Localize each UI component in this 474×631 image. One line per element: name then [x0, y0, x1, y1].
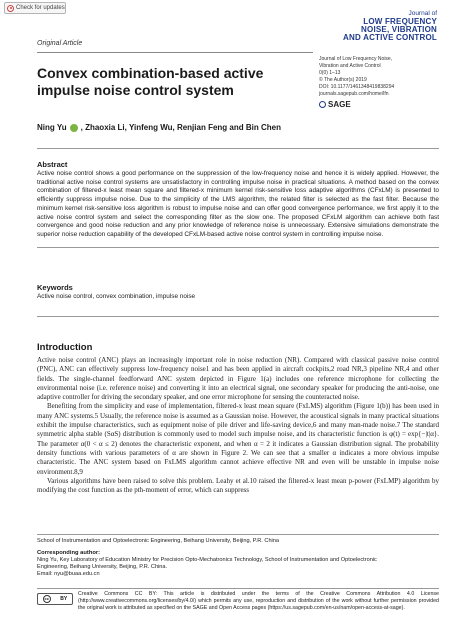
corr-email[interactable]: Email: nyu@buaa.edu.cn [37, 571, 100, 577]
meta-journal-line2: Vibration and Active Control [319, 63, 381, 69]
orcid-icon[interactable] [70, 124, 78, 132]
cc-logo-icon: cc [44, 596, 49, 601]
article-title: Convex combination-based active impulse noise control system [37, 65, 264, 98]
corresponding-author-heading: Corresponding author: [37, 550, 101, 556]
publisher-name: SAGE [328, 100, 351, 109]
meta-copyright: © The Author(s) 2019 [319, 77, 367, 83]
cc-by-badge [37, 593, 73, 605]
journal-name-line3: AND ACTIVE CONTROL [343, 33, 437, 42]
intro-paragraph-1: Active noise control (ANC) plays an increasingly important role in noise reduction (NR). Compared with classical passive noise control (PNC), ANC can effectively suppress low-frequency noise1 and has been applied in aircraft cockpits,2 road NR,3 pipeline NR,4 and other fields. The single-channel feedforward ANC system depicted in Figure 1(a) includes one reference microphone for collecting the environmental noise (i.e. reference noise) and converting it into an electrical signal, one secondary speaker for producing the anti-noise, one adaptive controller for driving the secondary speaker, and one error microphone for sensing the counteracted noise. [37, 356, 439, 402]
article-type: Original Article [37, 40, 83, 47]
abstract-text: Active noise control shows a good performance on the suppression of the low-frequency noise and hence it is widely applied. However, the traditional active noise control systems are unsatisfactory in controlling impulse noise in practical situations. A method based on the convex combination of filtered-x least mean square and filtered-x minimum kernel risk-sensitive loss adaptive algorithms (CFxLM) is presented to efficiently suppress impulse noise. Due to the simplicity of the LMS algorithm, the related filter is selected as the fast filter. Because the minimum kernel risk-sensitive loss algorithm is robust to impulse noise and can offer good convergence performance, we first apply it to the active noise control system and select the corresponding filter as the slow one. The proposed CFxLM algorithm can achieve both fast convergence and good noise reduction and any prior knowledge of reference noise is unnecessary. Extensive simulations demonstrate the superior noise reduction capability of the developed CFxLM-based active noise control system in controlling impulse noise. [37, 170, 439, 238]
footer-divider [37, 534, 439, 535]
meta-doi[interactable]: DOI: 10.1177/1461348419838294 [319, 84, 395, 90]
other-authors: , Zhaoxia Li, Yinfeng Wu, Renjian Feng and Bin Chen [80, 123, 281, 132]
check-for-updates-badge[interactable] [4, 2, 66, 14]
journal-name-line2: NOISE, VIBRATION [361, 25, 437, 34]
introduction-body [37, 356, 439, 495]
journal-prefix: Journal of [408, 10, 437, 17]
article-metadata [319, 56, 439, 98]
corr-line-2: Engineering, Beihang University, Beijing, P.R. China. [37, 564, 168, 570]
corr-line-1: Ning Yu, Key Laboratory of Education Ministry for Precision Opto-Mechatronics Technology, School of Instrumentation and Optoelectronic [37, 557, 377, 563]
cc-by-label: BY [60, 596, 68, 602]
introduction-heading: Introduction [37, 342, 93, 353]
intro-paragraph-3: Various algorithms have been raised to solve this problem. Leahy et al.10 raised the filtered-x least mean p-power (FxLMP) algorithm by modifying the cost function as the pth-moment of error, which can suppress [37, 476, 439, 495]
journal-masthead [343, 10, 437, 42]
check-for-updates-label: Check for updates [16, 5, 65, 11]
corresponding-author-details [37, 557, 439, 578]
first-author[interactable]: Ning Yu [37, 123, 67, 132]
update-icon [7, 5, 14, 12]
affiliation: School of Instrumentation and Optoelectronic Engineering, Beihang University, Beijing, P.R. China [37, 538, 280, 544]
header-divider [37, 52, 313, 53]
journal-name-line1: LOW FREQUENCY [363, 17, 437, 26]
sage-logo-icon [319, 101, 326, 108]
intro-paragraph-2: Benefiting from the simplicity and ease of implementation, filtered-x least mean square (FxLMS) algorithm (Figure 1(b)) has been used in many ANC systems.5 Usually, the reference noise is assumed as a Gaussian noise. However, the acoustical signals in many practical situations exhibit the impulse characteristics, such as equipment noise of pile driver and life-saving device,6 and many man-made noise.7 The standard symmetric alpha stable (SαS) distribution is commonly used to model such impulse noise, and its characteristic function is φ(t) = exp{−|t|α}. The parameter α(0 < α ≤ 2) denotes the characteristic exponent, and when α = 2 it indicates a Gaussian distribution signal. The probability density functions with various parameters of α are shown in Figure 2. We can see that a smaller α indicates a more obvious impulse characteristic. The ANC system based on FxLMS algorithm cannot achieve effective NR and even will be unstable in impulse noise environment.8,9 [37, 402, 439, 476]
author-list [37, 123, 437, 132]
meta-volume: 0(0) 1–13 [319, 70, 341, 76]
keywords-heading: Keywords [37, 283, 73, 292]
license-divider [37, 588, 439, 589]
keywords-divider [37, 316, 439, 317]
abstract-heading: Abstract [37, 160, 68, 169]
keywords-text: Active noise control, convex combination, impulse noise [37, 293, 196, 300]
meta-homepage[interactable]: journals.sagepub.com/home/lfn [319, 91, 389, 97]
publisher-logo [319, 100, 351, 109]
meta-journal-line1: Journal of Low Frequency Noise, [319, 56, 393, 62]
license-text: Creative Commons CC BY: This article is distributed under the terms of the Creative Commons Attribution 4.0 License (http://www.creativecommons.org/licenses/by/4.0/) which permits any use, reproduction and distribution of the work without further permission provided the original work is attributed as specified on the SAGE and Open Access pages (https://us.sagepub.com/en-us/nam/open-access-at-sage). [78, 591, 439, 611]
